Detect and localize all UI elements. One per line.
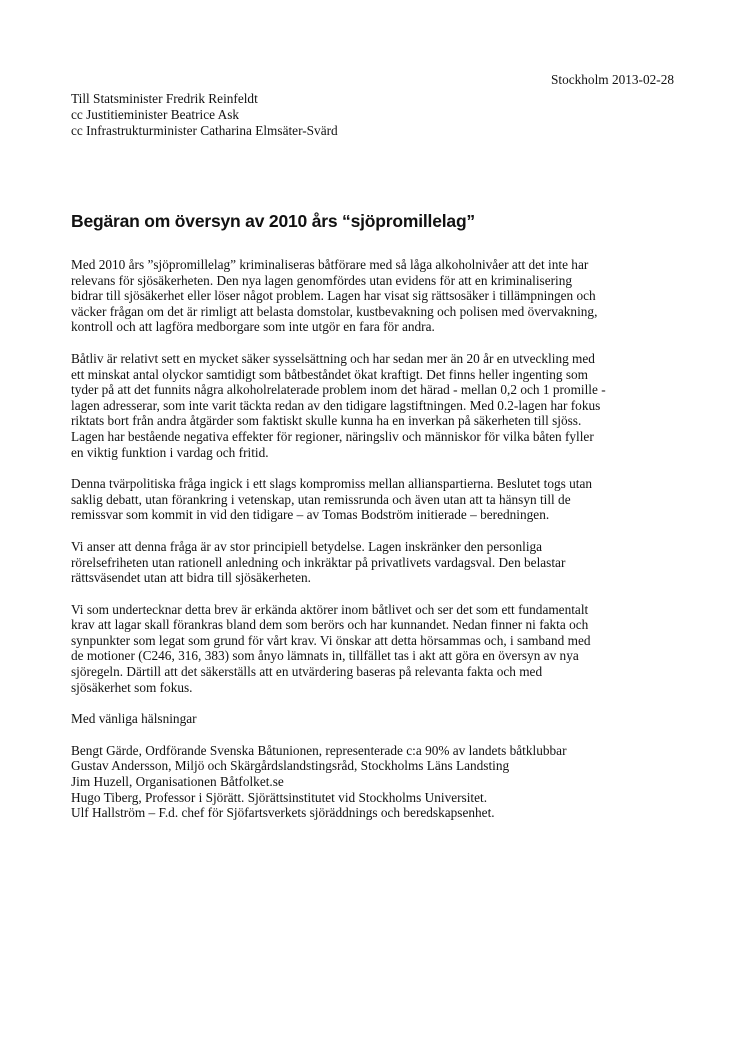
recipient-block [71,91,338,139]
text-line: tyder på att det funnits några alkoholrelaterade problem inom det härad - mellan 0,2 och 1 promille - [71,382,606,398]
text-line: krav att lagar skall förankras bland dem som berörs och har kunnandet. Nedan finner ni fakta och [71,617,589,633]
text-line: synpunkter som legat som grund för vårt krav. Vi önskar att detta hörsammas och, i samband med [71,632,591,648]
text-line: de motioner (C246, 316, 383) som ånyo lämnats in, tillfället tas i akt att göra en översyn av nya [71,648,579,664]
recipient-line: cc Justitieminister Beatrice Ask [71,107,240,122]
text-line: saklig debatt, utan förankring i vetenskap, utan remissrunda och även utan att ta hänsyn till de [71,491,571,507]
recipient-line: Till Statsminister Fredrik Reinfeldt [71,91,258,106]
signature-line: Gustav Andersson, Miljö och Skärgårdslandstingsråd, Stockholms Läns Landsting [71,758,510,774]
body-paragraph [71,539,677,586]
signature-line: Bengt Gärde, Ordförande Svenska Båtunionen, representerade c:a 90% av landets båtklubbar [71,742,567,758]
letter-body [71,257,677,821]
text-line: Vi anser att denna fråga är av stor principiell betydelse. Lagen inskränker den personliga [71,538,543,554]
text-line: Båtliv är relativt sett en mycket säker sysselsättning och har sedan mer än 20 år en utveckling med [71,350,595,366]
text-line: Vi som undertecknar detta brev är erkända aktörer inom båtlivet och ser det som ett fundamentalt [71,601,589,617]
body-paragraph [71,602,677,696]
text-line: sjöregeln. Därtill att det säkerställs att en utvärdering baseras på relevanta fakta och med [71,664,543,680]
text-line: kontroll och att lagföra medborgare som inte utgör en fara för andra. [71,319,435,335]
text-line: lagen adresserar, som inte varit täckta redan av den tidigare lagstiftningen. Med 0.2-lagen har fokus [71,397,601,413]
body-paragraph [71,351,677,460]
signature-line: Jim Huzell, Organisationen Båtfolket.se [71,774,284,790]
recipient-line: cc Infrastrukturminister Catharina Elmsäter-Svärd [71,123,338,138]
closing-line: Med vänliga hälsningar [71,711,197,727]
letter-date: Stockholm 2013-02-28 [551,72,674,87]
letter-title: Begäran om översyn av 2010 års “sjöpromillelag” [71,211,475,231]
text-line: remissvar som kommit in vid den tidigare – av Tomas Bodström initierade – beredningen. [71,507,550,523]
text-line: en viktig funktion i vardag och fritid. [71,444,269,460]
text-line: riktats bort från andra åtgärder som faktiskt skulle kunna ha en inverkan på säkerheten till sjöss. [71,413,582,429]
text-line: väcker frågan om det är rimligt att belasta domstolar, kustbevakning och polisen med övervakning, [71,303,598,319]
text-line: Denna tvärpolitiska fråga ingick i ett slags kompromiss mellan allianspartierna. Beslutet togs utan [71,476,593,492]
text-line: bidrar till sjösäkerhet eller löser något problem. Lagen har visat sig rättsosäker i tillämpningen och [71,288,596,304]
text-line: rättsväsendet utan att bidra till sjösäkerheten. [71,570,312,586]
body-paragraph [71,257,677,335]
text-line: relevans för sjösäkerheten. Den nya lagen genomfördes utan evidens för att en kriminalisering [71,272,573,288]
text-line: Med 2010 års ”sjöpromillelag” kriminaliseras båtförare med så låga alkoholnivåer att det inte har [71,257,589,272]
text-line: Lagen har bestående negativa effekter för regioner, näringsliv och människor för vilka båten fyller [71,428,594,444]
text-line: ett minskat antal olyckor samtidigt som båtbeståndet ökat kraftigt. Det finns heller ingenting som [71,366,588,382]
body-paragraph [71,476,677,523]
text-line: sjösäkerhet som fokus. [71,679,193,695]
signature-line: Hugo Tiberg, Professor i Sjörätt. Sjörättsinstitutet vid Stockholms Universitet. [71,789,488,805]
signature-line: Ulf Hallström – F.d. chef för Sjöfartsverkets sjöräddnings och beredskapsenhet. [71,805,495,821]
text-line: rörelsefriheten utan rationell anledning och inkräktar på privatlivets vardagsval. Den belastar [71,554,566,570]
signature-list [71,743,677,821]
